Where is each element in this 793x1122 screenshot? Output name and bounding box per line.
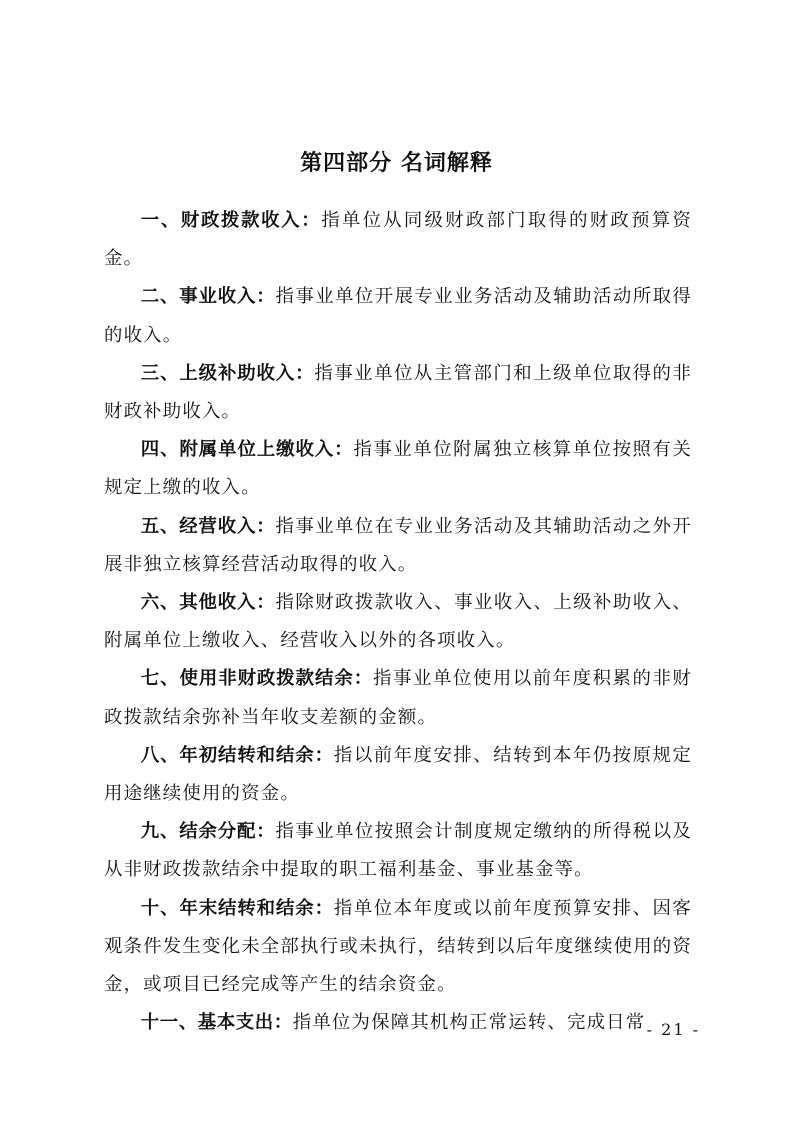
definition-term: 六、其他收入：: [140, 592, 276, 614]
definition-item: [104, 508, 692, 584]
definition-text: 指事业单位从主管部门和上级单位取得的非财政补助收入。: [104, 362, 692, 423]
definitions-body: [104, 202, 692, 1042]
definition-term: 七、使用非财政拨款结余：: [140, 668, 374, 690]
definition-item: [104, 737, 692, 813]
definition-term: 一、财政拨款收入：: [140, 210, 322, 231]
definition-text: 指事业单位在专业业务活动及其辅助活动之外开展非独立核算经营活动取得的收入。: [104, 515, 693, 575]
page-title: 第四部分 名词解释: [300, 150, 493, 176]
definition-item: [104, 584, 692, 660]
definition-item: [104, 813, 692, 889]
definition-text: 指以前年度安排、结转到本年仍按原规定用途继续使用的资金。: [104, 744, 692, 805]
definition-term: 四、附属单位上缴收入：: [140, 439, 354, 461]
definition-text: 指事业单位使用以前年度积累的非财政拨款结余弥补当年收支差额的金额。: [104, 668, 693, 728]
definition-item: [104, 431, 692, 507]
definition-item: [104, 278, 692, 354]
definition-item: [104, 202, 692, 278]
definition-text: 指事业单位开展专业业务活动及辅助活动所取得的收入。: [104, 286, 693, 346]
definition-text: 指除财政拨款收入、事业收入、上级补助收入、附属单位上缴收入、经营收入以外的各项收入。: [104, 592, 693, 652]
definition-text: 指单位为保障其机构正常运转、完成日常: [292, 1012, 646, 1034]
definition-term: 九、结余分配：: [140, 821, 276, 843]
definition-item: [104, 1004, 692, 1042]
definition-item: [104, 890, 692, 1005]
definition-term: 五、经营收入：: [140, 515, 276, 537]
definition-text: 指单位本年度或以前年度预算安排、因客观条件发生变化未全部执行或未执行，结转到以后年度继续使用的资金，或项目已经完成等产生的结余资金。: [104, 897, 692, 996]
page-number: - 21 -: [646, 1020, 700, 1039]
definition-item: [104, 660, 692, 736]
definition-term: 八、年初结转和结余：: [140, 744, 334, 766]
definition-text: 指事业单位按照会计制度规定缴纳的所得税以及从非财政拨款结余中提取的职工福利基金、事业基金等。: [104, 821, 693, 881]
definition-term: 二、事业收入：: [140, 286, 276, 308]
definition-item: [104, 355, 692, 431]
definition-text: 指事业单位附属独立核算单位按照有关规定上缴的收入。: [104, 439, 692, 499]
definition-term: 十一、基本支出：: [140, 1012, 293, 1034]
definition-text: 指单位从同级财政部门取得的财政预算资金。: [104, 210, 692, 270]
definition-term: 三、上级补助收入：: [140, 362, 315, 384]
definition-term: 十、年末结转和结余：: [140, 897, 334, 919]
